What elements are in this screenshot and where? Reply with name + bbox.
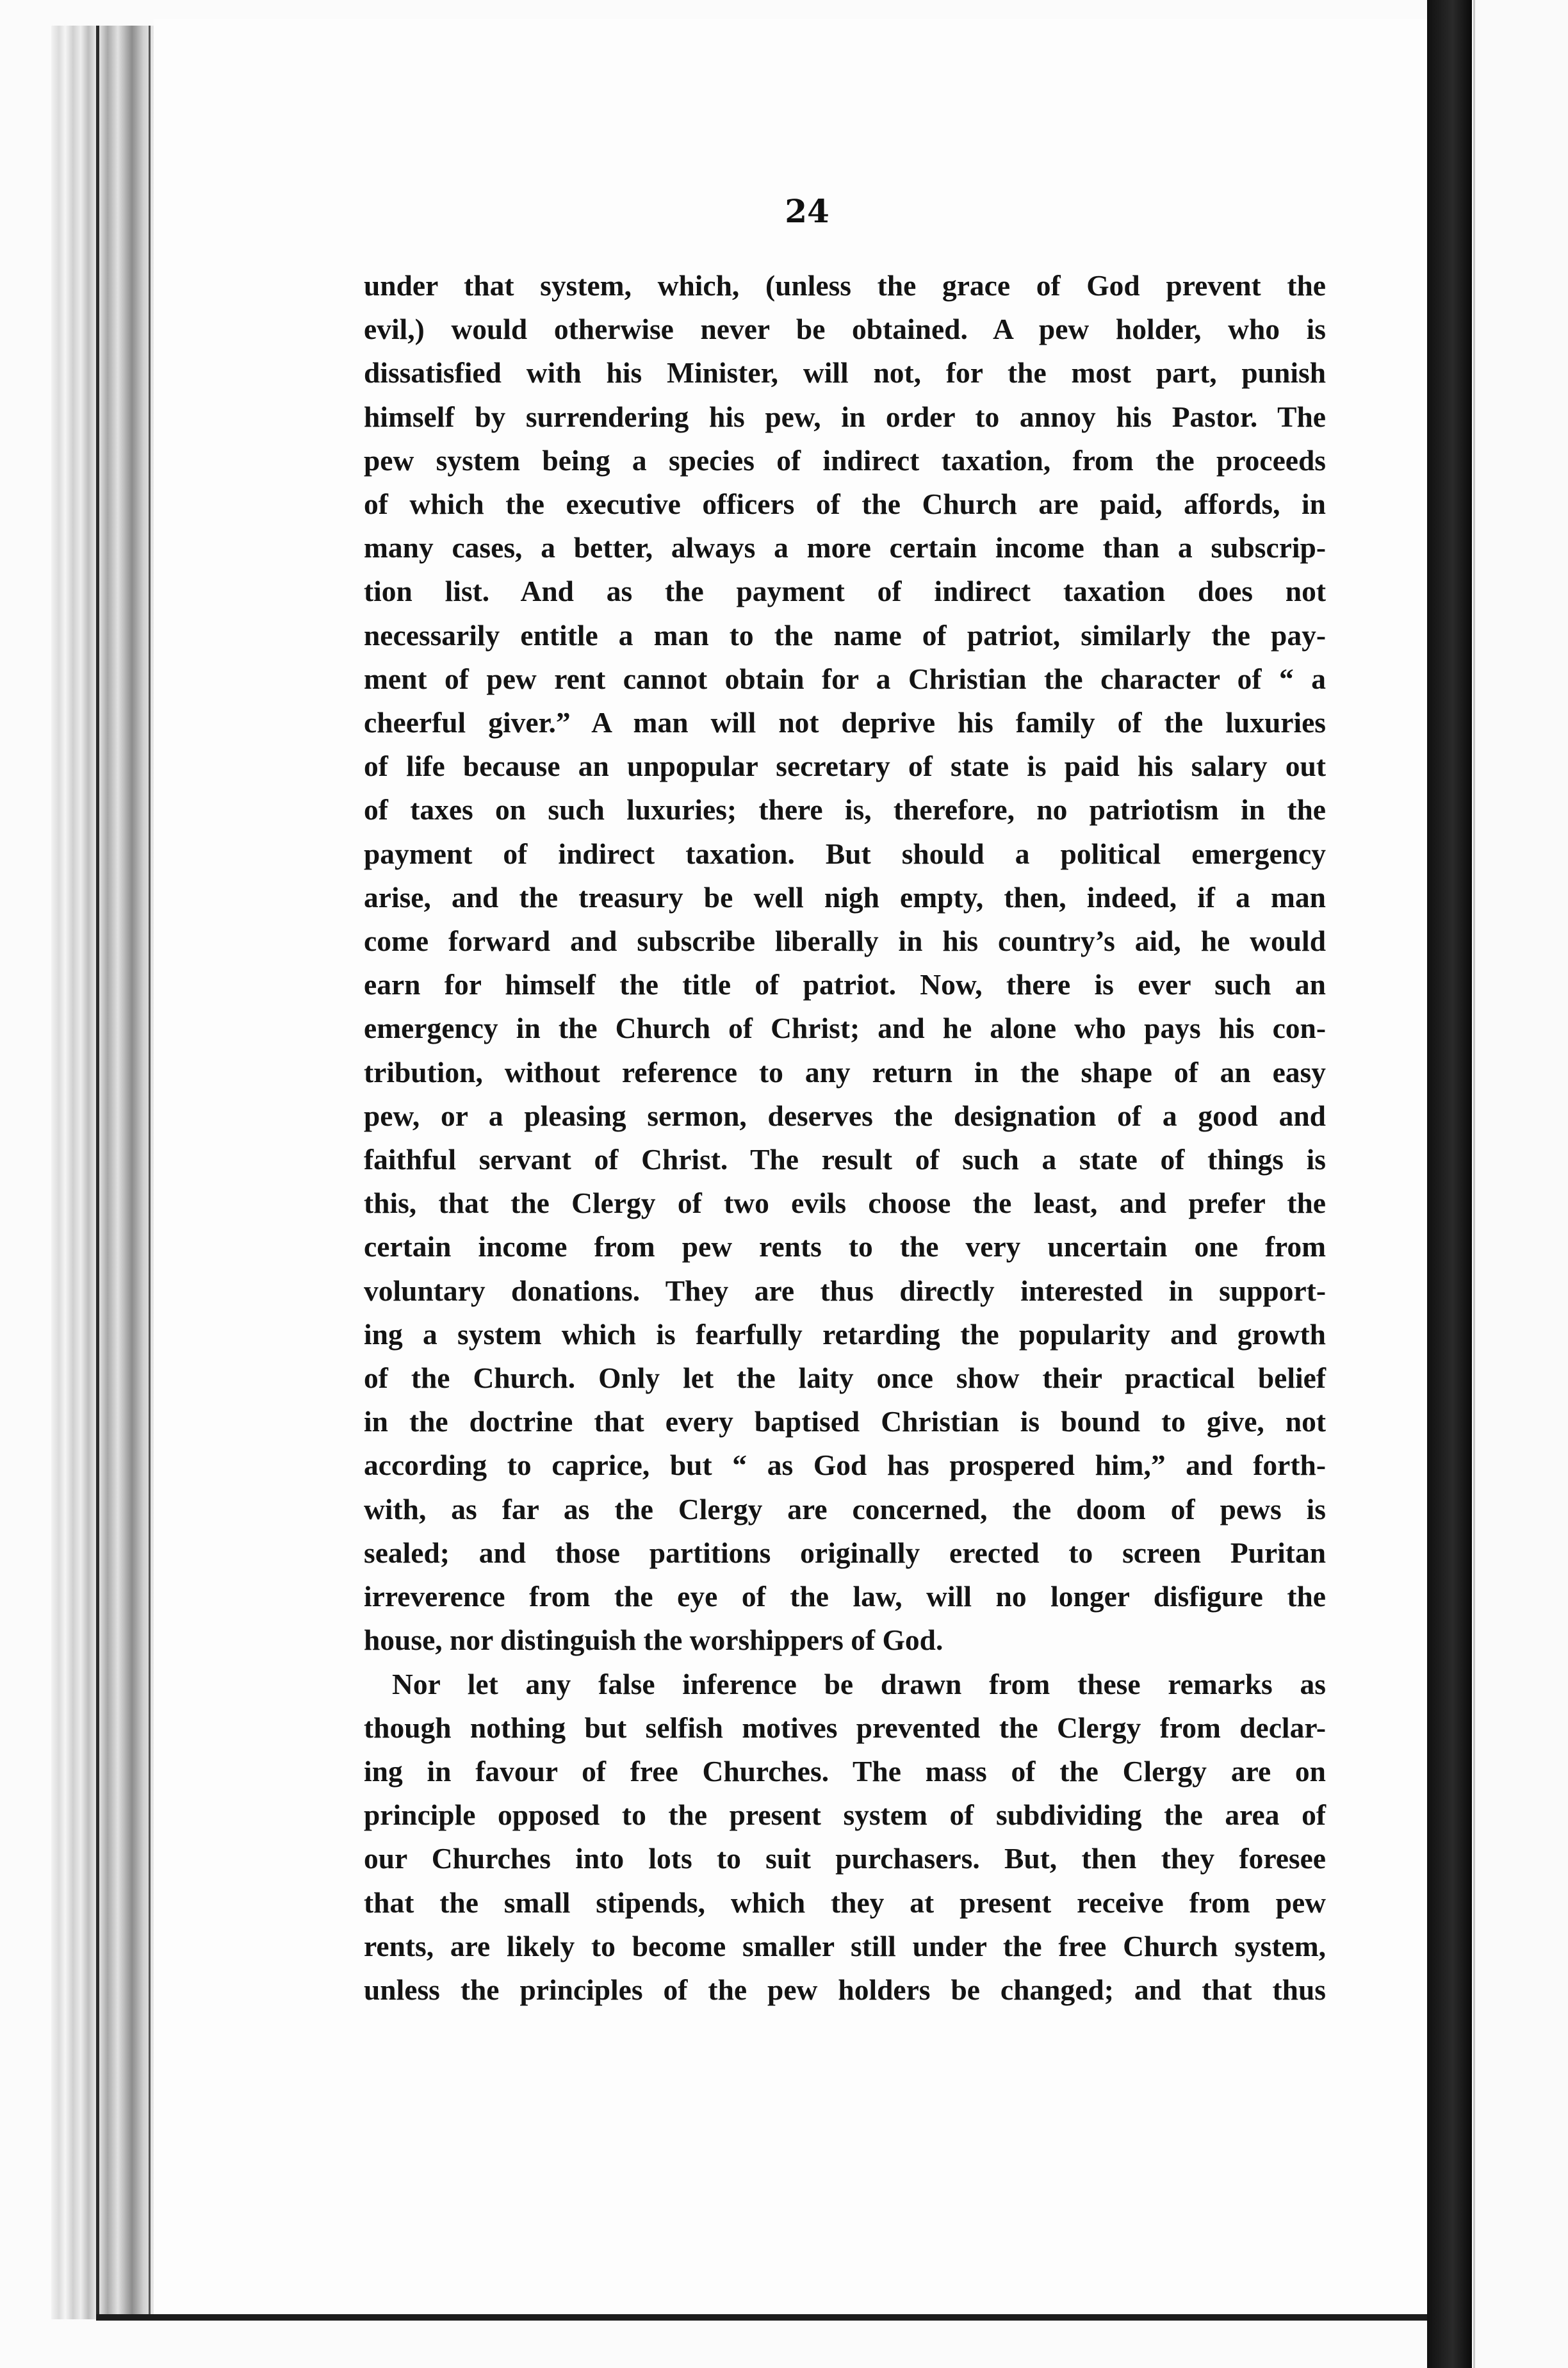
text-line: this, that the Clergy of two evils choose the least, and prefer the [364,1187,1326,1220]
text-line: come forward and subscribe liberally in his country’s aid, he would [364,925,1326,958]
text-line: emergency in the Church of Christ; and he alone who pays his con- [364,1012,1326,1045]
text-line: voluntary donations. They are thus directly interested in support- [364,1274,1326,1307]
text-line: with, as far as the Clergy are concerned, the doom of pews is [364,1492,1326,1525]
text-line: according to caprice, but “ as God has prospered him,” and forth- [364,1449,1326,1482]
text-line: cheerful giver.” A man will not deprive his family of the luxuries [364,706,1326,739]
text-line: though nothing but selfish motives prevented the Clergy from declar- [364,1711,1326,1744]
page-right-edge-shadow [1427,0,1472,2368]
text-line: pew, or a pleasing sermon, deserves the designation of a good and [364,1099,1326,1132]
page-number: 24 [785,192,829,230]
text-line: faithful servant of Christ. The result of such a state of things is [364,1143,1326,1176]
text-line: sealed; and those partitions originally erected to screen Puritan [364,1536,1326,1569]
text-line: principle opposed to the present system of subdividing the area of [364,1798,1326,1832]
text-line-paragraph-end: house, nor distinguish the worshippers of God. [364,1624,943,1657]
body-text [364,264,1326,2012]
text-line: himself by surrendering his pew, in order to annoy his Pastor. The [364,400,1326,433]
text-line: irreverence from the eye of the law, will no longer disfigure the [364,1580,1326,1613]
text-line: certain income from pew rents to the very uncertain one from [364,1230,1326,1263]
text-line: our Churches into lots to suit purchasers. But, then they foresee [364,1842,1326,1875]
text-line: ing in favour of free Churches. The mass of the Clergy are on [364,1754,1326,1788]
text-line: of life because an unpopular secretary of state is paid his salary out [364,750,1326,783]
text-line: under that system, which, (unless the grace of God prevent the [364,269,1326,302]
binding-inner-line [149,26,151,2319]
text-line: arise, and the treasury be well nigh empty, then, indeed, if a man [364,880,1326,914]
text-line: many cases, a better, always a more certain income than a subscrip- [364,531,1326,564]
text-line: ment of pew rent cannot obtain for a Christian the character of “ a [364,662,1326,695]
text-line: that the small stipends, which they at present receive from pew [364,1886,1326,1919]
scan-right-rule [1473,0,1475,2368]
text-line: tion list. And as the payment of indirect taxation does not [364,575,1326,608]
book-binding-edge [51,26,160,2319]
text-line: rents, are likely to become smaller still under the free Church system, [364,1929,1326,1962]
text-line: evil,) would otherwise never be obtained. A pew holder, who is [364,313,1326,346]
text-line-paragraph-start: Nor let any false inference be drawn from these remarks as [392,1667,1326,1700]
text-line: payment of indirect taxation. But should a political emergency [364,837,1326,870]
text-line: ing a system which is fearfully retarding the popularity and growth [364,1317,1326,1351]
text-line: necessarily entitle a man to the name of patriot, similarly the pay- [364,618,1326,652]
text-line: in the doctrine that every baptised Christian is bound to give, not [364,1405,1326,1438]
text-line: pew system being a species of indirect taxation, from the proceeds [364,443,1326,477]
text-line: dissatisfied with his Minister, will not, for the most part, punish [364,356,1326,390]
text-line: of the Church. Only let the laity once show their practical belief [364,1361,1326,1395]
binding-shadow-line [96,26,99,2319]
text-line: unless the principles of the pew holders be changed; and that thus [364,1973,1326,2006]
scan-right-margin [1472,0,1568,2368]
text-line: tribution, without reference to any return in the shape of an easy [364,1055,1326,1089]
page-bottom-edge [96,2314,1448,2321]
text-line: of taxes on such luxuries; there is, therefore, no patriotism in the [364,793,1326,826]
text-line: earn for himself the title of patriot. Now, there is ever such an [364,968,1326,1001]
text-line: of which the executive officers of the Church are paid, affords, in [364,488,1326,521]
